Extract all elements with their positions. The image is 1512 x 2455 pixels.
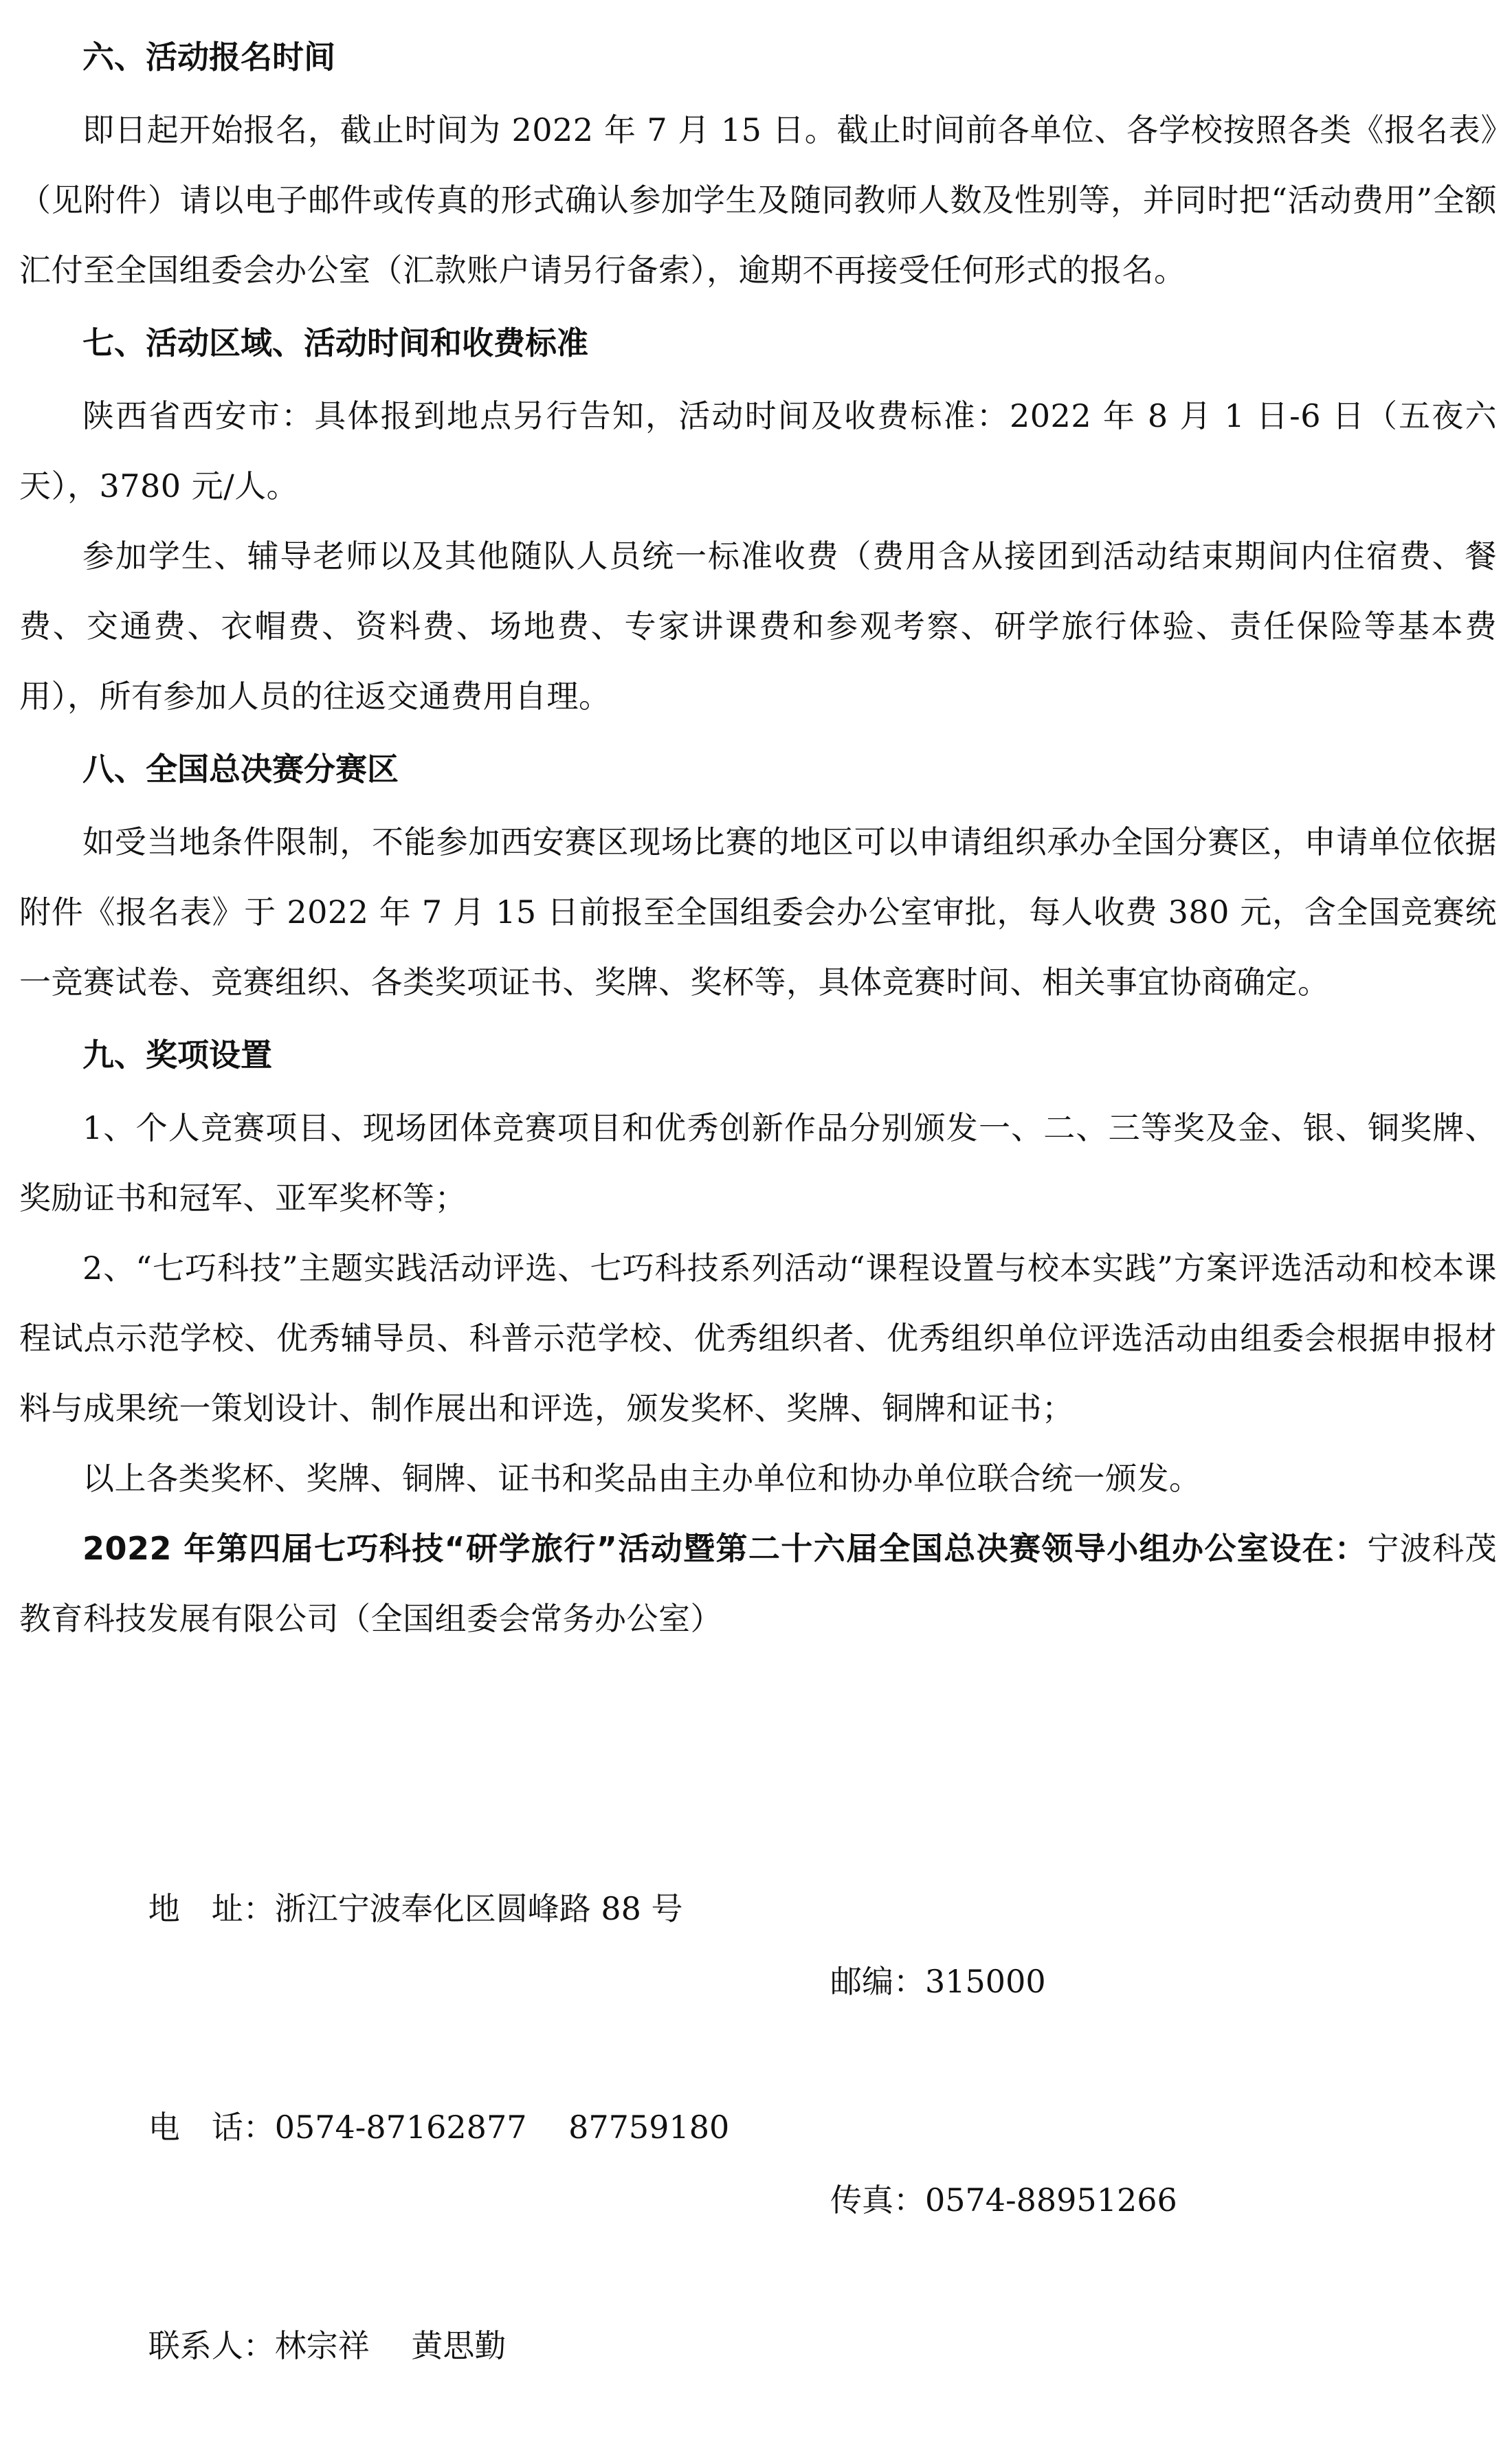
- office-statement-company: 宁波科茂教育科技发展有限公司（全国组委会常务办公室）: [19, 1530, 1497, 1637]
- section-heading: 八、全国总决赛分赛区: [82, 751, 399, 788]
- section-heading: 六、活动报名时间: [82, 38, 335, 76]
- contact-phone: 电 话：0574-87162877 87759180: [148, 2109, 730, 2146]
- paragraph: 以上各类奖杯、奖牌、铜牌、证书和奖品由主办单位和协办单位联合统一颁发。: [82, 1460, 1201, 1497]
- office-statement: [19, 1513, 1497, 1654]
- paragraph: 2、“七巧科技”主题实践活动评选、七巧科技系列活动“课程设置与校本实践”方案评选活动和校本课程试点示范学校、优秀辅导员、科普示范学校、优秀组织者、优秀组织单位评选活动由组委会根据申报材料与成果统一策划设计、制作展出和评选，颁发奖杯、奖牌、铜牌和证书；: [19, 1249, 1497, 1427]
- section-heading: 九、奖项设置: [82, 1036, 272, 1074]
- contact-people: 联系人：林宗祥 黄思勤: [148, 2327, 507, 2364]
- paragraph: 1、个人竞赛项目、现场团体竞赛项目和优秀创新作品分别颁发一、二、三等奖及金、银、铜奖牌、奖励证书和冠军、亚军奖杯等；: [19, 1109, 1497, 1217]
- contact-postcode: 邮编：315000: [830, 1963, 1046, 2000]
- contact-fax: 传真：0574-88951266: [830, 2181, 1177, 2219]
- section-heading: 七、活动区域、活动时间和收费标准: [82, 324, 588, 362]
- paragraph: 如受当地条件限制，不能参加西安赛区现场比赛的地区可以申请组织承办全国分赛区，申请单位依据附件《报名表》于 2022 年 7 月 15 日前报至全国组委会办公室审批，每人收费 380 元，含全国竞赛统一竞赛试卷、竞赛组织、各类奖项证书、奖牌、奖杯等，具体竞赛时间、相关事宜协商确定。: [19, 823, 1497, 1001]
- paragraph: 陕西省西安市：具体报到地点另行告知，活动时间及收费标准：2022 年 8 月 1 日-6 日（五夜六天），3780 元/人。: [19, 397, 1497, 504]
- contact-row-address: [88, 1799, 1497, 2000]
- paragraph: 参加学生、辅导老师以及其他随队人员统一标准收费（费用含从接团到活动结束期间内住宿费、餐费、交通费、衣帽费、资料费、场地费、专家讲课费和参观考察、研学旅行体验、责任保险等基本费用），所有参加人员的往返交通费用自理。: [19, 537, 1497, 715]
- contact-row-people: [88, 2236, 1497, 2364]
- office-statement-bold: 2022 年第四届七巧科技“研学旅行”活动暨第二十六届全国总决赛领导小组办公室设在：: [82, 1530, 1368, 1567]
- contact-row-phone: [88, 2018, 1497, 2219]
- contact-address: 地 址：浙江宁波奉化区圆峰路 88 号: [148, 1890, 683, 1927]
- document-page: [19, 19, 1497, 2455]
- paragraph: 即日起开始报名，截止时间为 2022 年 7 月 15 日。截止时间前各单位、各学校按照各类《报名表》（见附件）请以电子邮件或传真的形式确认参加学生及随同教师人数及性别等，并同时把“活动费用”全额汇付至全国组委会办公室（汇款账户请另行备索），逾期不再接受任何形式的报名。: [19, 111, 1497, 289]
- contact-block: [19, 1654, 1497, 2455]
